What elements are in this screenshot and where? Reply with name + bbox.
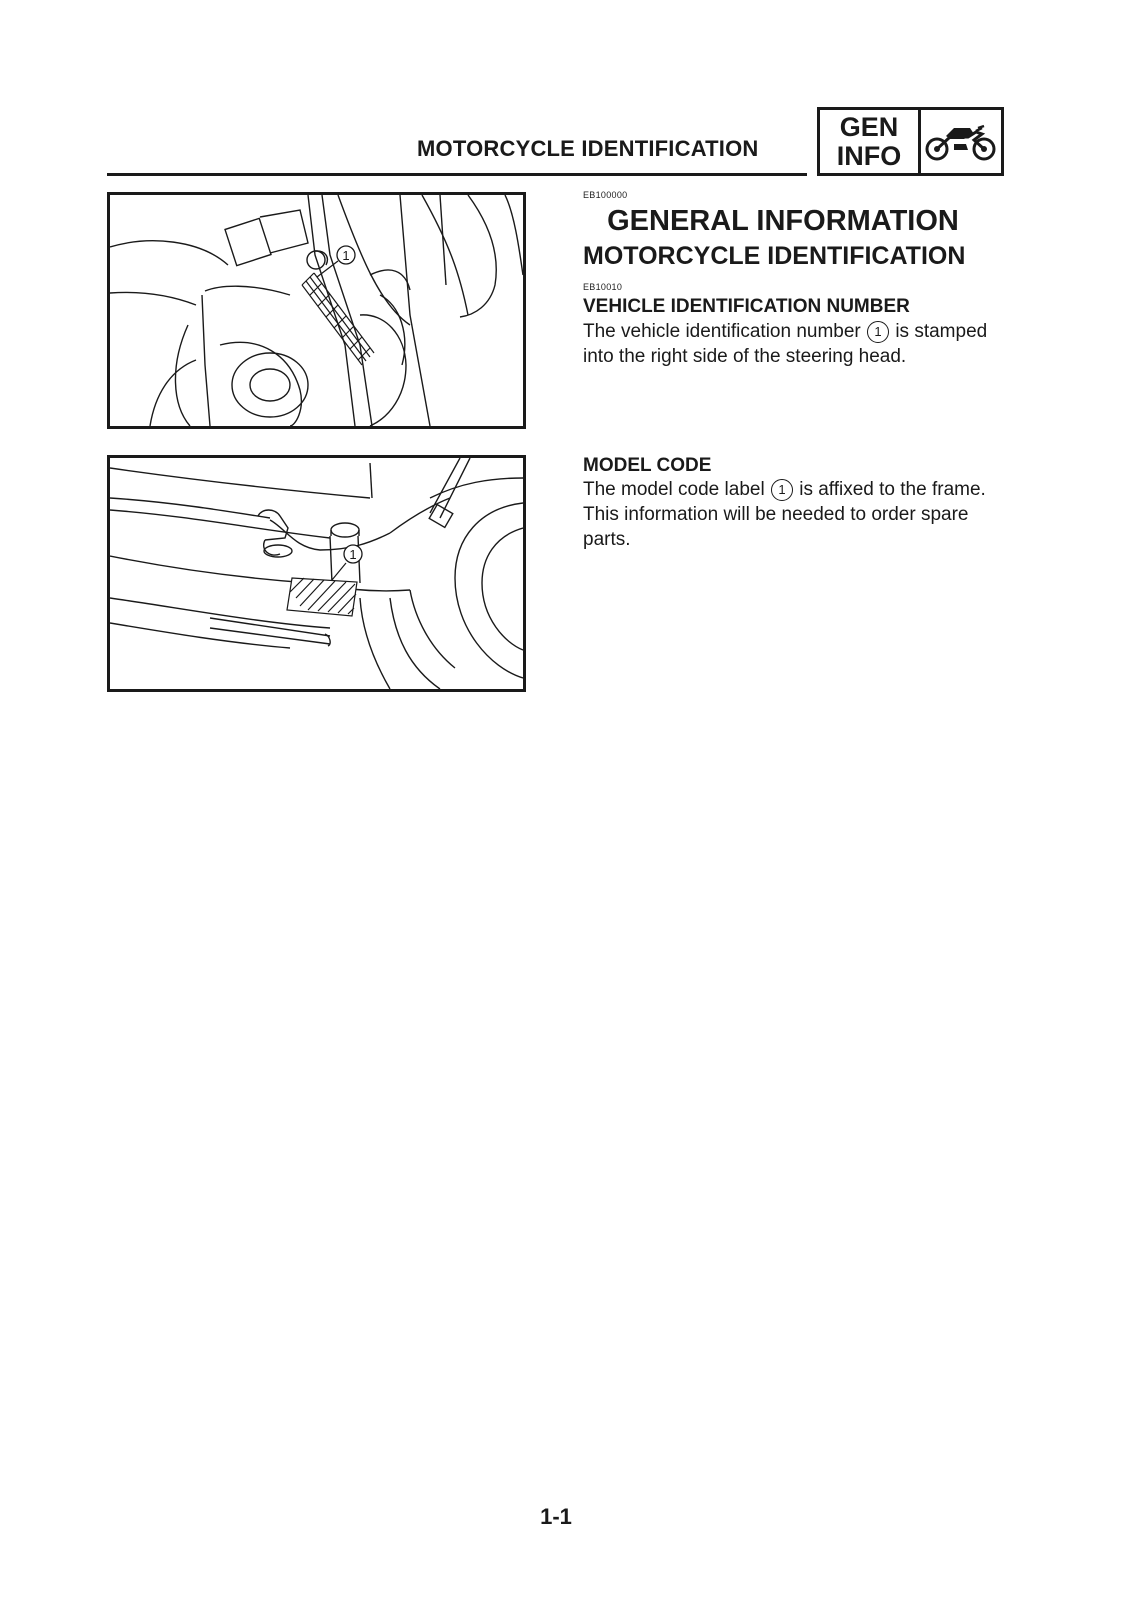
vin-heading: VEHICLE IDENTIFICATION NUMBER [583, 296, 910, 317]
badge-label [820, 110, 921, 173]
vin-callout-number: 1 [342, 248, 350, 263]
gen-info-badge [817, 107, 1004, 176]
vin-location-illustration [107, 192, 526, 429]
vin-text-end: is stamped into the right side of the steering head. [583, 321, 988, 367]
vin-text-start: The vehicle identification number [583, 321, 861, 342]
model-code-callout-number: 1 [349, 547, 357, 562]
page-subtitle: MOTORCYCLE IDENTIFICATION [583, 242, 966, 270]
badge-line-info: INFO [836, 140, 902, 171]
reference-code: EB10010 [583, 282, 623, 292]
vin-reference-number: 1 [867, 321, 889, 343]
model-code-paragraph [583, 477, 1008, 552]
reference-code: EB100000 [583, 190, 628, 200]
page-number: 1-1 [540, 1504, 572, 1529]
page-title: GENERAL INFORMATION [607, 205, 959, 237]
model-code-heading: MODEL CODE [583, 455, 712, 476]
vin-paragraph [583, 319, 1008, 369]
motorcycle-icon [921, 110, 1001, 173]
section-title: MOTORCYCLE IDENTIFICATION [417, 136, 759, 161]
model-reference-number: 1 [771, 479, 793, 501]
model-text-start: The model code label [583, 479, 765, 500]
badge-line-gen: GEN [839, 111, 899, 142]
model-code-location-illustration [107, 455, 526, 692]
model-text-end: is affixed to the frame. This information will be needed to order spare parts. [583, 479, 986, 550]
header-divider [107, 173, 807, 176]
